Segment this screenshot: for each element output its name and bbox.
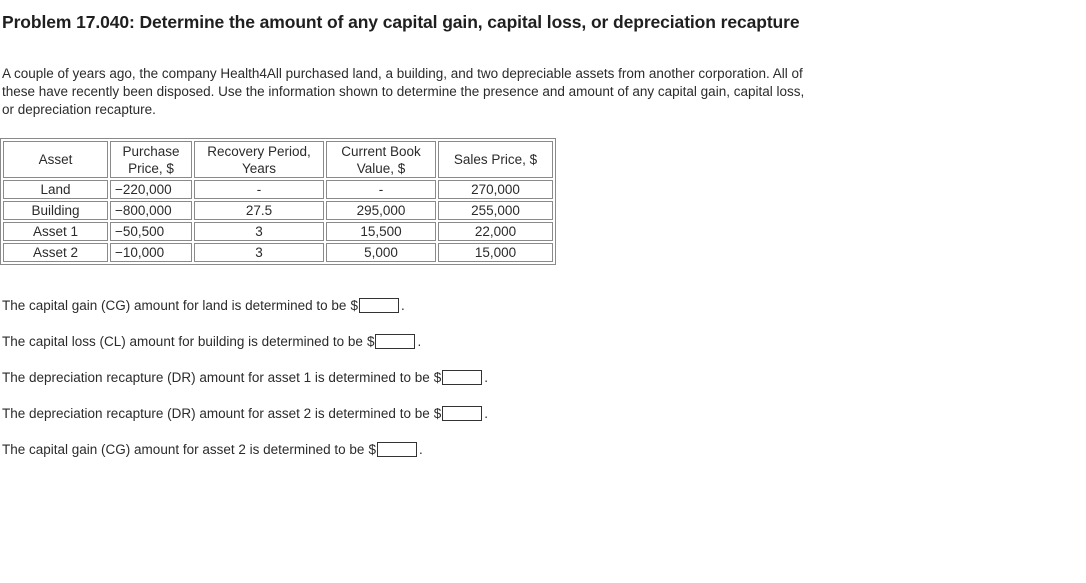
period-mark: .: [484, 370, 488, 385]
answer-input-asset2-cg[interactable]: [377, 442, 417, 457]
table-row: [3, 243, 553, 262]
problem-title: Problem 17.040: Determine the amount of any capital gain, capital loss, or depreciation recapture: [2, 12, 800, 32]
cell-book-value: 295,000: [326, 201, 436, 220]
cell-purchase-price: −10,000: [110, 243, 192, 262]
question-text: The depreciation recapture (DR) amount for asset 2 is determined to be: [2, 406, 430, 421]
header-sales-price: Sales Price, $: [438, 141, 553, 178]
header-asset: Asset: [3, 141, 108, 178]
question-text: The depreciation recapture (DR) amount for asset 1 is determined to be: [2, 370, 430, 385]
question-land-capital-gain: [2, 298, 405, 313]
cell-asset: Land: [3, 180, 108, 199]
period-mark: .: [400, 298, 405, 313]
cell-sales-price: 15,000: [438, 243, 553, 262]
header-purchase-price: Purchase Price, $: [110, 141, 192, 178]
period-mark: .: [418, 442, 423, 457]
period-mark: .: [484, 406, 488, 421]
currency-symbol: $: [350, 298, 358, 313]
cell-sales-price: 22,000: [438, 222, 553, 241]
cell-recovery-period: 3: [194, 243, 324, 262]
cell-recovery-period: -: [194, 180, 324, 199]
question-asset2-depreciation-recapture: [2, 406, 488, 421]
cell-purchase-price: −220,000: [110, 180, 192, 199]
answer-input-asset2-dr[interactable]: [442, 406, 482, 421]
asset-table: [0, 138, 556, 265]
cell-recovery-period: 27.5: [194, 201, 324, 220]
description-line: these have recently been disposed. Use the information shown to determine the presence and amount of any capital gain, capital loss,: [2, 84, 805, 99]
table-header-row: [3, 141, 553, 178]
cell-sales-price: 270,000: [438, 180, 553, 199]
question-asset2-capital-gain: [2, 442, 423, 457]
currency-symbol: $: [368, 442, 376, 457]
currency-symbol: $: [433, 406, 442, 421]
problem-description: [2, 65, 962, 119]
cell-sales-price: 255,000: [438, 201, 553, 220]
cell-book-value: 5,000: [326, 243, 436, 262]
cell-asset: Building: [3, 201, 108, 220]
period-mark: .: [417, 334, 422, 349]
answer-input-asset1-dr[interactable]: [442, 370, 482, 385]
cell-recovery-period: 3: [194, 222, 324, 241]
header-book-value: Current Book Value, $: [326, 141, 436, 178]
cell-purchase-price: −50,500: [110, 222, 192, 241]
cell-asset: Asset 2: [3, 243, 108, 262]
question-text: The capital gain (CG) amount for land is determined to be: [2, 298, 347, 313]
question-building-capital-loss: [2, 334, 421, 349]
header-recovery-period: Recovery Period, Years: [194, 141, 324, 178]
answer-input-land-cg[interactable]: [359, 298, 399, 313]
table-row: [3, 201, 553, 220]
cell-purchase-price: −800,000: [110, 201, 192, 220]
question-text: The capital loss (CL) amount for building is determined to be: [2, 334, 363, 349]
cell-book-value: 15,500: [326, 222, 436, 241]
question-text: The capital gain (CG) amount for asset 2 is determined to be: [2, 442, 365, 457]
currency-symbol: $: [433, 370, 442, 385]
currency-symbol: $: [366, 334, 375, 349]
table-row: [3, 180, 553, 199]
cell-asset: Asset 1: [3, 222, 108, 241]
answer-input-building-cl[interactable]: [375, 334, 415, 349]
cell-book-value: -: [326, 180, 436, 199]
question-asset1-depreciation-recapture: [2, 370, 488, 385]
description-line: A couple of years ago, the company Health4All purchased land, a building, and two depreciable assets from another corporation. All of: [2, 66, 803, 81]
table-row: [3, 222, 553, 241]
description-line: or depreciation recapture.: [2, 102, 156, 117]
